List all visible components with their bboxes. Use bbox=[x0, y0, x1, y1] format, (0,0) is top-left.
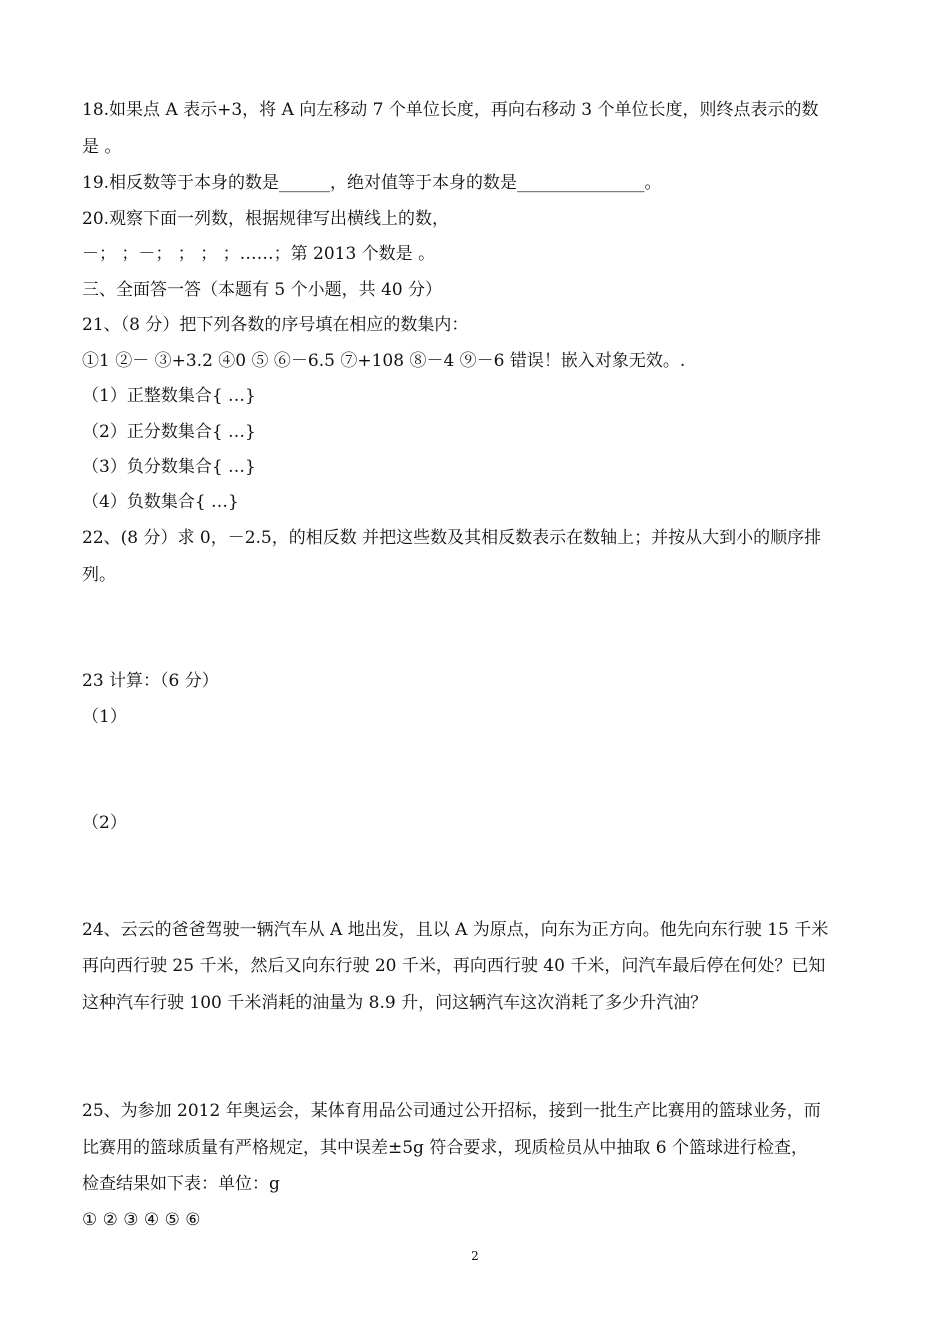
q20-line-2: －； ；－； ； ； ；……；第 2013 个数是 。 bbox=[82, 244, 436, 264]
q21-set-3: （3）负分数集合{ …} bbox=[82, 457, 256, 477]
q20-line-1: 20.观察下面一列数，根据规律写出横线上的数， bbox=[82, 209, 450, 229]
q21-set-4: （4）负数集合{ …} bbox=[82, 492, 239, 512]
q21-set-1: （1）正整数集合{ …} bbox=[82, 386, 256, 406]
q23-heading: 23 计算：（6 分） bbox=[82, 671, 219, 691]
q23-part-2: （2） bbox=[82, 813, 127, 833]
q23-part-1: （1） bbox=[82, 707, 127, 727]
q24-line-2: 再向西行驶 25 千米，然后又向东行驶 20 千米，再向西行驶 40 千米，问汽车最后停在何处？已知 bbox=[82, 956, 826, 976]
q25-line-1: 25、为参加 2012 年奥运会，某体育用品公司通过公开招标，接到一批生产比赛用的篮球业务，而 bbox=[82, 1101, 821, 1121]
page-number: 2 bbox=[471, 1249, 479, 1263]
q21-line-1: 21、（8 分）把下列各数的序号填在相应的数集内： bbox=[82, 315, 469, 335]
q24-line-1: 24、云云的爸爸驾驶一辆汽车从 A 地出发，且以 A 为原点，向东为正方向。他先向东行驶 15 千米 bbox=[82, 920, 829, 940]
q21-set-2: （2）正分数集合{ …} bbox=[82, 422, 256, 442]
q18-line-2: 是 。 bbox=[82, 137, 122, 157]
q21-number-list: ①1 ②－ ③+3.2 ④0 ⑤ ⑥－6.5 ⑦+108 ⑧－4 ⑨－6 错误！嵌入对象无效。. bbox=[82, 351, 686, 371]
q22-line-1: 22、(8 分）求 0，－2.5，的相反数 并把这些数及其相反数表示在数轴上；并按从大到小的顺序排 bbox=[82, 528, 822, 548]
q25-line-3: 检查结果如下表：单位：g bbox=[82, 1174, 280, 1194]
q18-line-1: 18.如果点 A 表示+3，将 A 向左移动 7 个单位长度，再向右移动 3 个单位长度，则终点表示的数 bbox=[82, 100, 819, 120]
q24-line-3: 这种汽车行驶 100 千米消耗的油量为 8.9 升，问这辆汽车这次消耗了多少升汽油？ bbox=[82, 993, 708, 1013]
q22-line-2: 列。 bbox=[82, 565, 116, 585]
q25-table-header: ① ② ③ ④ ⑤ ⑥ bbox=[82, 1210, 201, 1230]
section-3-heading: 三、全面答一答（本题有 5 个小题，共 40 分） bbox=[82, 280, 443, 300]
q25-line-2: 比赛用的篮球质量有严格规定，其中误差±5g 符合要求，现质检员从中抽取 6 个篮球进行检查， bbox=[82, 1138, 808, 1158]
q19-line: 19.相反数等于本身的数是______，绝对值等于本身的数是_______________。 bbox=[82, 173, 662, 193]
